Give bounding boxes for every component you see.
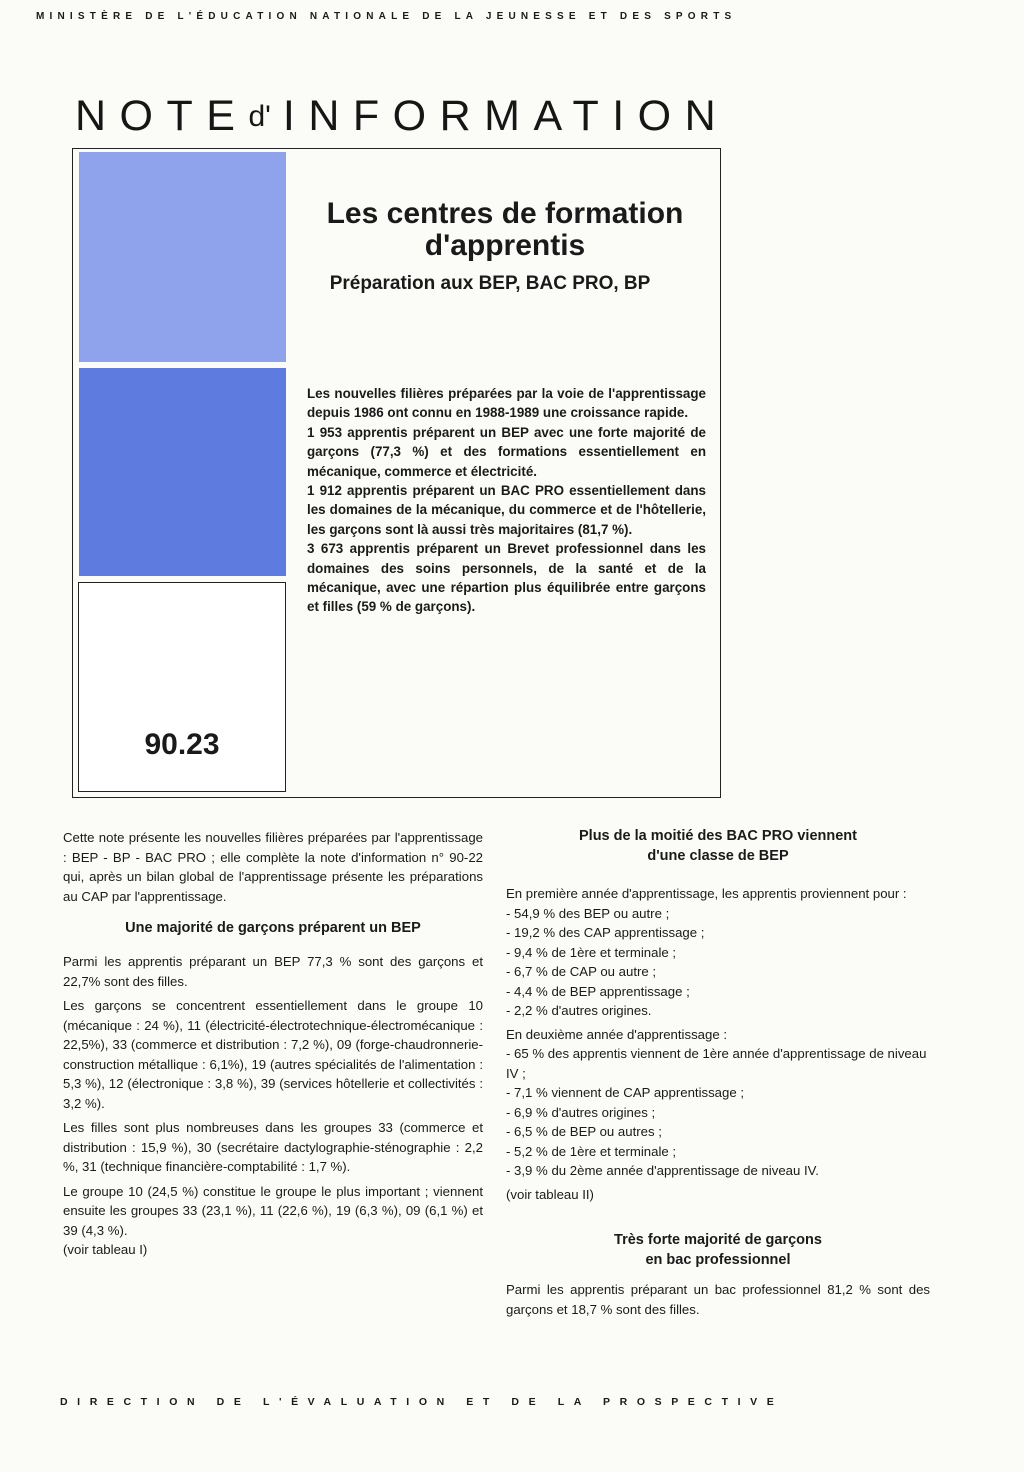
list-item: - 54,9 % des BEP ou autre ; [506, 905, 670, 921]
list-item: - 5,2 % de 1ère et terminale ; [506, 1143, 677, 1159]
document-title [290, 198, 720, 262]
list-item: - 65 % des apprentis viennent de 1ère année d'apprentissage de niveau IV ; [506, 1046, 927, 1081]
section-heading-bac-pro-gender: Très forte majorité de garçons en bac professionnel [614, 1232, 822, 1268]
masthead-note: NOTE [75, 92, 249, 140]
list-item: - 4,4 % de BEP apprentissage ; [506, 983, 690, 999]
body-paragraph: Les filles sont plus nombreuses dans les groupes 33 (commerce et distribution : 15,9 %), 30 (secrétaire dactylographie-sténographie : 2,2 %, 31 (technique financière-comptabilité : 1,7 %). [63, 1120, 483, 1174]
right-column [506, 826, 930, 1324]
list-item: - 6,7 % de CAP ou autre ; [506, 964, 657, 979]
issue-number: 90.23 [144, 728, 220, 761]
table-reference: (voir tableau I) [63, 1242, 148, 1257]
footer-direction: DIRECTION DE L'ÉVALUATION ET DE LA PROSPECTIVE [60, 1396, 784, 1408]
second-year-intro: En deuxième année d'apprentissage : [506, 1026, 728, 1042]
body-paragraph: Parmi les apprentis préparant un BEP 77,3 % sont des garçons et 22,7% sont des filles. [63, 954, 483, 989]
list-item: - 6,5 % de BEP ou autres ; [506, 1124, 662, 1139]
intro-paragraph: Cette note présente les nouvelles filières préparées par l'apprentissage : BEP - BP - BAC PRO ; elle complète la note d'information n° 90-22 qui, après un bilan global de l'apprentissage présente les préparations au CAP par l'apprentissage. [63, 830, 483, 904]
decorative-block-light [79, 152, 286, 362]
decorative-block-dark [79, 368, 286, 576]
title-line-1: Les centres de formation [326, 197, 684, 230]
table-reference: (voir tableau II) [506, 1186, 594, 1202]
list-item: - 9,4 % de 1ère et terminale ; [506, 944, 677, 960]
document-subtitle: Préparation aux BEP, BAC PRO, BP [329, 273, 651, 294]
masthead-apostrophe: d' [248, 100, 271, 133]
ministry-header: MINISTÈRE DE L'ÉDUCATION NATIONALE DE LA JEUNESSE ET DES SPORTS [36, 11, 737, 22]
summary-paragraph: Les nouvelles filières préparées par la voie de l'apprentissage depuis 1986 ont connu en 1988-1989 une croissance rapide. [307, 386, 706, 421]
body-paragraph: Les garçons se concentrent essentiellement dans le groupe 10 (mécanique : 24 %), 11 (électricité-électrotechnique-électromécanique : 22,5%), 33 (commerce et distribution : 7,2 %), 09 (forge-chaudronnerie-construction métallique : 6,1%), 19 (autres spécialités de l'alimentation : 5,3 %), 12 (électronique : 3,8 %), 39 (services hôtellerie et collectivités : 3,2 %). [63, 998, 483, 1111]
list-item: - 7,1 % viennent de CAP apprentissage ; [506, 1085, 745, 1100]
summary-paragraph: 3 673 apprentis préparent un Brevet professionnel dans les domaines des soins personnels, de la santé et de la mécanique, avec une répartion plus équilibrée entre garçons et filles (59 % de garçons). [307, 541, 706, 615]
left-column [63, 828, 483, 1265]
section-heading-bep: Une majorité de garçons préparent un BEP [125, 920, 421, 936]
list-item: - 3,9 % du 2ème année d'apprentissage de niveau IV. [506, 1163, 819, 1178]
masthead-information: INFORMATION [282, 92, 730, 140]
summary-paragraph: 1 912 apprentis préparent un BAC PRO essentiellement dans les domaines de la mécanique, du commerce et de l'hôtellerie, les garçons sont là aussi très majoritaires (81,7 %). [307, 483, 706, 537]
body-paragraph: Parmi les apprentis préparant un bac professionnel 81,2 % sont des garçons et 18,7 % sont des filles. [506, 1282, 930, 1317]
second-year-list [506, 1044, 930, 1181]
masthead [75, 92, 729, 141]
summary [307, 384, 706, 617]
list-item: - 19,2 % des CAP apprentissage ; [506, 925, 705, 940]
title-line-2: d'apprentis [424, 229, 586, 262]
first-year-intro: En première année d'apprentissage, les apprentis proviennent pour : [506, 886, 907, 901]
summary-paragraph: 1 953 apprentis préparent un BEP avec une forte majorité de garçons (77,3 %) et des formations essentiellement en mécanique, commerce et électricité. [307, 424, 706, 479]
first-year-list [506, 904, 930, 1021]
section-heading-bac-pro-origin: Plus de la moitié des BAC PRO viennent d'une classe de BEP [579, 828, 857, 864]
list-item: - 6,9 % d'autres origines ; [506, 1104, 656, 1120]
body-paragraph: Le groupe 10 (24,5 %) constitue le groupe le plus important ; viennent ensuite les groupes 33 (23,1 %), 11 (22,6 %), 19 (6,3 %), 09 (6,1 %) et 39 (4,3 %). [63, 1183, 483, 1238]
list-item: - 2,2 % d'autres origines. [506, 1003, 652, 1018]
